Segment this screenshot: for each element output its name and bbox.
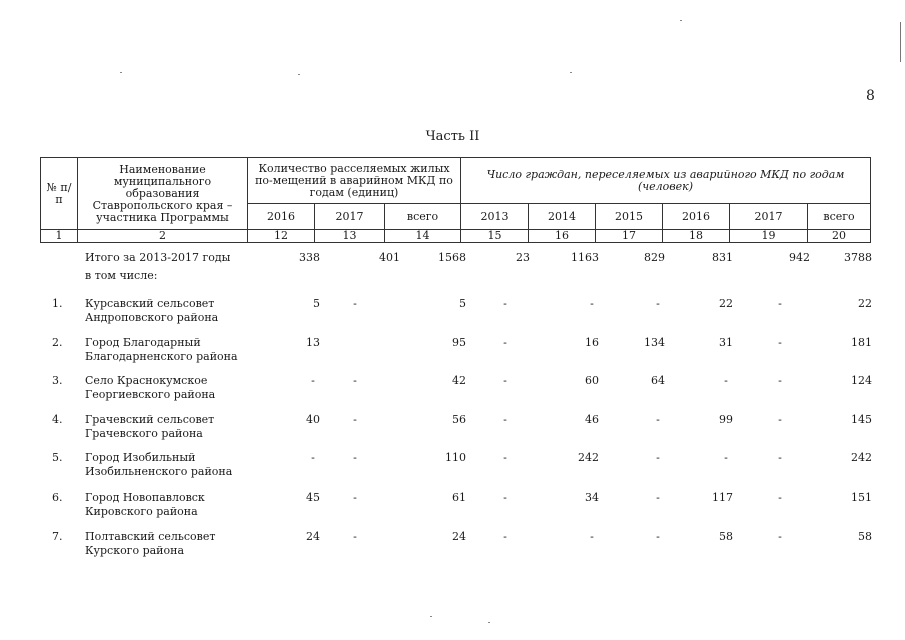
header-year-cell: 2017 <box>315 204 385 230</box>
value-cell: 23 <box>516 251 530 264</box>
value-cell: - <box>724 451 728 464</box>
district-name: Благодарненского района <box>85 350 238 363</box>
value-cell: 22 <box>719 297 733 310</box>
col-number-cell: 14 <box>385 230 461 243</box>
municipality-name: Город Изобильный <box>85 451 196 464</box>
scan-speck <box>298 74 300 75</box>
row-number: 3. <box>52 374 63 387</box>
value-cell: 401 <box>379 251 400 264</box>
header-year-cell: 2016 <box>663 204 730 230</box>
row-number: 5. <box>52 451 63 464</box>
value-cell: 942 <box>789 251 810 264</box>
total-sublabel: в том числе: <box>85 269 158 282</box>
value-cell: 24 <box>306 530 320 543</box>
col-number-cell: 18 <box>663 230 730 243</box>
value-cell: 242 <box>851 451 872 464</box>
value-cell: 338 <box>299 251 320 264</box>
value-cell: 60 <box>585 374 599 387</box>
value-cell: 58 <box>858 530 872 543</box>
header-year-cell: всего <box>385 204 461 230</box>
table-row <box>40 336 880 372</box>
municipality-name: Город Благодарный <box>85 336 201 349</box>
value-cell: 56 <box>452 413 466 426</box>
value-cell: - <box>503 413 507 426</box>
header-table <box>40 157 871 243</box>
value-cell: 151 <box>851 491 872 504</box>
district-name: Курского района <box>85 544 185 557</box>
column-numbers-row <box>41 230 871 243</box>
value-cell: 24 <box>452 530 466 543</box>
value-cell: 13 <box>306 336 320 349</box>
row-number: 2. <box>52 336 63 349</box>
value-cell: - <box>311 451 315 464</box>
value-cell: 5 <box>313 297 320 310</box>
value-cell: 181 <box>851 336 872 349</box>
header-col-no: № п/п <box>41 158 78 230</box>
value-cell: 58 <box>719 530 733 543</box>
value-cell: - <box>778 530 782 543</box>
header-col-name: Наименование муниципального образования Ставропольского края – участника Программы <box>78 158 248 230</box>
value-cell: - <box>503 491 507 504</box>
value-cell: - <box>353 530 357 543</box>
value-cell: 22 <box>858 297 872 310</box>
col-number-cell: 17 <box>596 230 663 243</box>
value-cell: 42 <box>452 374 466 387</box>
value-cell: 16 <box>585 336 599 349</box>
value-cell: 124 <box>851 374 872 387</box>
value-cell: 829 <box>644 251 665 264</box>
municipality-name: Село Краснокумское <box>85 374 208 387</box>
header-group-citizens: Число граждан, переселяемых из аварийного МКД по годам (человек) <box>461 158 871 204</box>
header-year-cell: 2013 <box>461 204 529 230</box>
value-cell: 40 <box>306 413 320 426</box>
scan-speck <box>120 72 122 73</box>
col-number-cell: 12 <box>248 230 315 243</box>
scan-speck <box>430 616 432 617</box>
value-cell: - <box>503 451 507 464</box>
table-row <box>40 491 880 527</box>
value-cell: - <box>503 374 507 387</box>
value-cell: 145 <box>851 413 872 426</box>
col-number-cell: 1 <box>41 230 78 243</box>
value-cell: - <box>311 374 315 387</box>
row-number: 4. <box>52 413 63 426</box>
value-cell: - <box>778 413 782 426</box>
col-number-cell: 16 <box>529 230 596 243</box>
value-cell: 831 <box>712 251 733 264</box>
total-row <box>40 251 880 287</box>
value-cell: 134 <box>644 336 665 349</box>
value-cell: - <box>778 336 782 349</box>
value-cell: 61 <box>452 491 466 504</box>
col-number-cell: 20 <box>808 230 871 243</box>
value-cell: - <box>778 297 782 310</box>
district-name: Андроповского района <box>85 311 219 324</box>
value-cell: - <box>353 451 357 464</box>
scan-speck <box>680 20 682 21</box>
value-cell: - <box>503 336 507 349</box>
value-cell: 110 <box>445 451 466 464</box>
value-cell: 45 <box>306 491 320 504</box>
value-cell: - <box>590 297 594 310</box>
municipality-name: Полтавский сельсовет <box>85 530 216 543</box>
scan-speck <box>570 72 572 73</box>
table-row <box>40 413 880 449</box>
header-year-cell: 2016 <box>248 204 315 230</box>
table-row <box>40 297 880 333</box>
value-cell: - <box>778 374 782 387</box>
header-year-cell: всего <box>808 204 871 230</box>
value-cell: 31 <box>719 336 733 349</box>
header-year-cell: 2017 <box>730 204 808 230</box>
value-cell: - <box>590 530 594 543</box>
value-cell: 3788 <box>844 251 872 264</box>
value-cell: - <box>656 530 660 543</box>
edge-mark <box>900 22 901 62</box>
value-cell: 1568 <box>438 251 466 264</box>
value-cell: 99 <box>719 413 733 426</box>
value-cell: - <box>353 491 357 504</box>
header-group-premises: Количество расселяемых жилых по-мещений в аварийном МКД по годам (единиц) <box>248 158 461 204</box>
municipality-name: Грачевский сельсовет <box>85 413 215 426</box>
value-cell: 95 <box>452 336 466 349</box>
value-cell: - <box>656 451 660 464</box>
page-number: 8 <box>866 88 875 104</box>
value-cell: 242 <box>578 451 599 464</box>
value-cell: 64 <box>651 374 665 387</box>
part-title: Часть II <box>425 129 480 144</box>
table-row <box>40 374 880 410</box>
row-number: 1. <box>52 297 63 310</box>
col-number-cell: 15 <box>461 230 529 243</box>
table-row <box>40 451 880 487</box>
value-cell: - <box>353 413 357 426</box>
scan-speck <box>488 622 490 623</box>
value-cell: 34 <box>585 491 599 504</box>
value-cell: 117 <box>712 491 733 504</box>
value-cell: 46 <box>585 413 599 426</box>
value-cell: - <box>656 491 660 504</box>
value-cell: - <box>724 374 728 387</box>
row-number: 6. <box>52 491 63 504</box>
total-label: Итого за 2013-2017 годы <box>85 251 231 264</box>
col-number-cell: 19 <box>730 230 808 243</box>
district-name: Изобильненского района <box>85 465 233 478</box>
col-number-cell: 13 <box>315 230 385 243</box>
value-cell: 1163 <box>571 251 599 264</box>
municipality-name: Город Новопавловск <box>85 491 205 504</box>
value-cell: - <box>503 530 507 543</box>
value-cell: - <box>353 374 357 387</box>
value-cell: 5 <box>459 297 466 310</box>
district-name: Кировского района <box>85 505 198 518</box>
value-cell: - <box>503 297 507 310</box>
row-number: 7. <box>52 530 63 543</box>
table-row <box>40 530 880 566</box>
district-name: Георгиевского района <box>85 388 216 401</box>
value-cell: - <box>778 491 782 504</box>
header-year-cell: 2015 <box>596 204 663 230</box>
header-year-cell: 2014 <box>529 204 596 230</box>
value-cell: - <box>778 451 782 464</box>
municipality-name: Курсавский сельсовет <box>85 297 215 310</box>
value-cell: - <box>656 413 660 426</box>
value-cell: - <box>353 297 357 310</box>
district-name: Грачевского района <box>85 427 203 440</box>
value-cell: - <box>656 297 660 310</box>
col-number-cell: 2 <box>78 230 248 243</box>
